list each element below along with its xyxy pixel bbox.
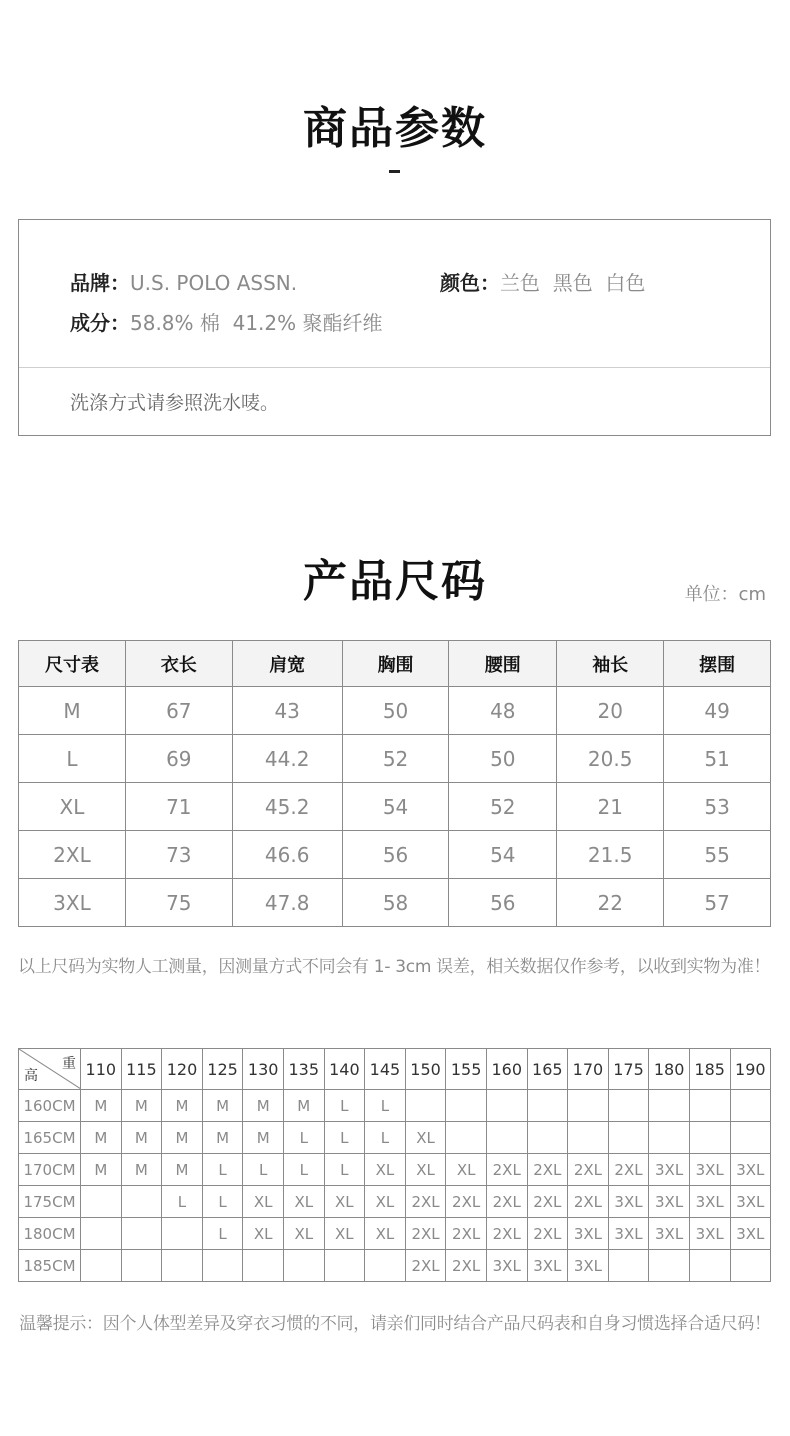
size-note: 以上尺码为实物人工测量，因测量方式不同会有 1- 3cm 误差，相关数据仅作参考，以收到实物为准！	[18, 957, 771, 977]
recommended-size-cell: L	[283, 1122, 324, 1154]
corner-height-label: 高	[24, 1068, 38, 1084]
recommended-size-cell	[283, 1250, 324, 1282]
params-divider	[19, 367, 770, 368]
brand-label: 品牌：	[70, 271, 130, 295]
weight-header-cell: 170	[568, 1049, 609, 1090]
recommended-size-cell: 3XL	[568, 1218, 609, 1250]
size-label-cell: 2XL	[19, 831, 126, 879]
recommended-size-cell: 2XL	[486, 1154, 527, 1186]
recommended-size-cell	[243, 1250, 284, 1282]
size-header-cell: 摆围	[664, 641, 771, 687]
size-value-cell: 54	[449, 831, 557, 879]
weight-header-cell: 120	[162, 1049, 203, 1090]
size-value-cell: 53	[664, 783, 771, 831]
recommended-size-cell	[568, 1090, 609, 1122]
recommended-size-cell: 3XL	[730, 1186, 771, 1218]
color-label: 颜色：	[440, 271, 500, 295]
recommended-size-cell: M	[81, 1090, 122, 1122]
recommended-size-cell: XL	[446, 1154, 487, 1186]
height-label-cell: 175CM	[19, 1186, 81, 1218]
size-row	[19, 735, 771, 783]
recommended-size-cell: 2XL	[446, 1186, 487, 1218]
title-dash-divider	[389, 170, 400, 173]
wash-instruction: 洗涤方式请参照洗水唛。	[70, 392, 280, 414]
recommended-size-cell: 3XL	[649, 1218, 690, 1250]
recommended-size-cell: L	[324, 1154, 365, 1186]
recommended-size-cell: M	[121, 1154, 162, 1186]
recommended-size-cell	[689, 1250, 730, 1282]
material-value: 58.8% 棉 41.2% 聚酯纤维	[130, 311, 383, 335]
recommended-size-cell: XL	[365, 1186, 406, 1218]
recommended-size-cell	[608, 1122, 649, 1154]
recommended-size-cell	[689, 1090, 730, 1122]
size-value-cell: 21	[557, 783, 664, 831]
size-value-cell: 47.8	[232, 879, 342, 927]
recommended-size-cell: 2XL	[486, 1186, 527, 1218]
size-value-cell: 52	[449, 783, 557, 831]
hw-row	[19, 1154, 771, 1186]
size-value-cell: 50	[449, 735, 557, 783]
recommended-size-cell: XL	[283, 1218, 324, 1250]
recommended-size-cell	[608, 1250, 649, 1282]
size-value-cell: 46.6	[232, 831, 342, 879]
recommended-size-cell: XL	[405, 1154, 446, 1186]
recommended-size-cell	[730, 1250, 771, 1282]
weight-header-cell: 165	[527, 1049, 568, 1090]
recommended-size-cell: 2XL	[527, 1218, 568, 1250]
recommended-size-cell: 3XL	[730, 1218, 771, 1250]
recommended-size-cell	[446, 1090, 487, 1122]
size-value-cell: 57	[664, 879, 771, 927]
size-unit: 单位：cm	[684, 584, 766, 605]
recommended-size-cell: L	[365, 1090, 406, 1122]
recommended-size-cell: 2XL	[608, 1154, 649, 1186]
recommended-size-cell: L	[283, 1154, 324, 1186]
size-value-cell: 22	[557, 879, 664, 927]
recommended-size-cell: 3XL	[649, 1154, 690, 1186]
recommended-size-cell	[121, 1250, 162, 1282]
recommended-size-cell	[162, 1250, 203, 1282]
size-title: 产品尺码	[303, 556, 487, 607]
recommended-size-cell	[202, 1250, 243, 1282]
recommended-size-cell: 3XL	[486, 1250, 527, 1282]
recommended-size-cell: XL	[283, 1186, 324, 1218]
recommended-size-cell: M	[81, 1122, 122, 1154]
recommended-size-cell	[121, 1218, 162, 1250]
recommended-size-cell: L	[243, 1154, 284, 1186]
size-value-cell: 43	[232, 687, 342, 735]
height-label-cell: 170CM	[19, 1154, 81, 1186]
recommended-size-cell: XL	[324, 1186, 365, 1218]
size-row	[19, 879, 771, 927]
size-value-cell: 20.5	[557, 735, 664, 783]
recommended-size-cell: M	[121, 1122, 162, 1154]
size-table	[18, 640, 771, 927]
recommended-size-cell: M	[162, 1122, 203, 1154]
size-value-cell: 20	[557, 687, 664, 735]
recommended-size-cell	[365, 1250, 406, 1282]
size-value-cell: 56	[342, 831, 449, 879]
height-weight-table	[18, 1048, 771, 1282]
weight-header-cell: 145	[365, 1049, 406, 1090]
recommended-size-cell: M	[202, 1122, 243, 1154]
size-header-cell: 衣长	[125, 641, 232, 687]
recommended-size-cell: L	[324, 1090, 365, 1122]
size-value-cell: 71	[125, 783, 232, 831]
size-header-cell: 胸围	[342, 641, 449, 687]
recommended-size-cell: 3XL	[608, 1218, 649, 1250]
weight-header-cell: 135	[283, 1049, 324, 1090]
weight-header-cell: 190	[730, 1049, 771, 1090]
recommended-size-cell	[121, 1186, 162, 1218]
brand-row	[70, 267, 297, 296]
size-table-header-row	[19, 641, 771, 687]
params-box	[18, 219, 771, 436]
size-value-cell: 48	[449, 687, 557, 735]
recommended-size-cell: 2XL	[568, 1154, 609, 1186]
recommended-size-cell	[324, 1250, 365, 1282]
recommended-size-cell	[527, 1090, 568, 1122]
recommended-size-cell	[568, 1122, 609, 1154]
fit-tip-note: 温馨提示：因个人体型差异及穿衣习惯的不同，请亲们同时结合产品尺码表和自身习惯选择合适尺码！	[19, 1314, 771, 1334]
recommended-size-cell: 2XL	[405, 1250, 446, 1282]
size-value-cell: 55	[664, 831, 771, 879]
hw-row	[19, 1122, 771, 1154]
size-value-cell: 69	[125, 735, 232, 783]
size-value-cell: 73	[125, 831, 232, 879]
size-value-cell: 49	[664, 687, 771, 735]
hw-row	[19, 1250, 771, 1282]
recommended-size-cell	[649, 1090, 690, 1122]
hw-row	[19, 1186, 771, 1218]
color-row	[440, 267, 645, 296]
recommended-size-cell: 3XL	[689, 1218, 730, 1250]
weight-header-cell: 130	[243, 1049, 284, 1090]
recommended-size-cell: 3XL	[527, 1250, 568, 1282]
recommended-size-cell: L	[324, 1122, 365, 1154]
recommended-size-cell	[486, 1090, 527, 1122]
recommended-size-cell: 3XL	[689, 1186, 730, 1218]
recommended-size-cell	[162, 1218, 203, 1250]
recommended-size-cell: 2XL	[527, 1154, 568, 1186]
recommended-size-cell	[527, 1122, 568, 1154]
corner-weight-label: 重	[62, 1056, 76, 1072]
size-label-cell: L	[19, 735, 126, 783]
size-header-cell: 袖长	[557, 641, 664, 687]
recommended-size-cell: 2XL	[568, 1186, 609, 1218]
size-row	[19, 687, 771, 735]
recommended-size-cell: XL	[365, 1154, 406, 1186]
recommended-size-cell: 2XL	[527, 1186, 568, 1218]
weight-header-cell: 180	[649, 1049, 690, 1090]
weight-header-cell: 110	[81, 1049, 122, 1090]
size-value-cell: 44.2	[232, 735, 342, 783]
recommended-size-cell	[608, 1090, 649, 1122]
recommended-size-cell: XL	[365, 1218, 406, 1250]
recommended-size-cell: 2XL	[446, 1218, 487, 1250]
size-value-cell: 52	[342, 735, 449, 783]
height-label-cell: 160CM	[19, 1090, 81, 1122]
size-value-cell: 50	[342, 687, 449, 735]
recommended-size-cell: L	[202, 1218, 243, 1250]
recommended-size-cell: XL	[405, 1122, 446, 1154]
recommended-size-cell: 3XL	[730, 1154, 771, 1186]
recommended-size-cell: 2XL	[405, 1186, 446, 1218]
weight-header-cell: 125	[202, 1049, 243, 1090]
params-title: 商品参数	[303, 103, 487, 154]
recommended-size-cell: 2XL	[446, 1250, 487, 1282]
recommended-size-cell: M	[202, 1090, 243, 1122]
recommended-size-cell	[405, 1090, 446, 1122]
size-value-cell: 45.2	[232, 783, 342, 831]
size-value-cell: 67	[125, 687, 232, 735]
recommended-size-cell: XL	[243, 1186, 284, 1218]
recommended-size-cell: M	[243, 1090, 284, 1122]
recommended-size-cell	[649, 1250, 690, 1282]
recommended-size-cell	[730, 1122, 771, 1154]
size-label-cell: 3XL	[19, 879, 126, 927]
recommended-size-cell	[689, 1122, 730, 1154]
brand-value: U.S. POLO ASSN.	[130, 271, 298, 295]
recommended-size-cell	[81, 1186, 122, 1218]
size-value-cell: 75	[125, 879, 232, 927]
recommended-size-cell: 3XL	[689, 1154, 730, 1186]
recommended-size-cell	[649, 1122, 690, 1154]
size-value-cell: 58	[342, 879, 449, 927]
weight-header-cell: 185	[689, 1049, 730, 1090]
hw-row	[19, 1218, 771, 1250]
size-value-cell: 54	[342, 783, 449, 831]
recommended-size-cell: 2XL	[405, 1218, 446, 1250]
recommended-size-cell: M	[162, 1154, 203, 1186]
height-label-cell: 185CM	[19, 1250, 81, 1282]
size-row	[19, 783, 771, 831]
weight-header-cell: 150	[405, 1049, 446, 1090]
size-value-cell: 21.5	[557, 831, 664, 879]
recommended-size-cell: 3XL	[608, 1186, 649, 1218]
recommended-size-cell: M	[283, 1090, 324, 1122]
weight-header-cell: 115	[121, 1049, 162, 1090]
recommended-size-cell: M	[243, 1122, 284, 1154]
size-label-cell: XL	[19, 783, 126, 831]
size-header-cell: 尺寸表	[19, 641, 126, 687]
recommended-size-cell: M	[121, 1090, 162, 1122]
recommended-size-cell: 3XL	[568, 1250, 609, 1282]
recommended-size-cell: XL	[243, 1218, 284, 1250]
material-label: 成分：	[70, 311, 130, 335]
recommended-size-cell: L	[202, 1186, 243, 1218]
recommended-size-cell: 3XL	[649, 1186, 690, 1218]
height-label-cell: 180CM	[19, 1218, 81, 1250]
height-label-cell: 165CM	[19, 1122, 81, 1154]
hw-corner-cell	[19, 1049, 81, 1090]
color-value: 兰色 黑色 白色	[500, 271, 646, 295]
recommended-size-cell: L	[365, 1122, 406, 1154]
recommended-size-cell: M	[81, 1154, 122, 1186]
recommended-size-cell	[81, 1218, 122, 1250]
weight-header-cell: 175	[608, 1049, 649, 1090]
size-header-cell: 腰围	[449, 641, 557, 687]
recommended-size-cell: M	[162, 1090, 203, 1122]
recommended-size-cell: 2XL	[486, 1218, 527, 1250]
recommended-size-cell: XL	[324, 1218, 365, 1250]
recommended-size-cell	[486, 1122, 527, 1154]
size-label-cell: M	[19, 687, 126, 735]
size-row	[19, 831, 771, 879]
recommended-size-cell	[730, 1090, 771, 1122]
weight-header-cell: 160	[486, 1049, 527, 1090]
size-value-cell: 56	[449, 879, 557, 927]
material-row	[70, 307, 383, 336]
size-header-cell: 肩宽	[232, 641, 342, 687]
recommended-size-cell: L	[202, 1154, 243, 1186]
weight-header-cell: 155	[446, 1049, 487, 1090]
recommended-size-cell	[81, 1250, 122, 1282]
recommended-size-cell	[446, 1122, 487, 1154]
hw-row	[19, 1090, 771, 1122]
size-value-cell: 51	[664, 735, 771, 783]
weight-header-cell: 140	[324, 1049, 365, 1090]
hw-table-header-row	[19, 1049, 771, 1090]
recommended-size-cell: L	[162, 1186, 203, 1218]
